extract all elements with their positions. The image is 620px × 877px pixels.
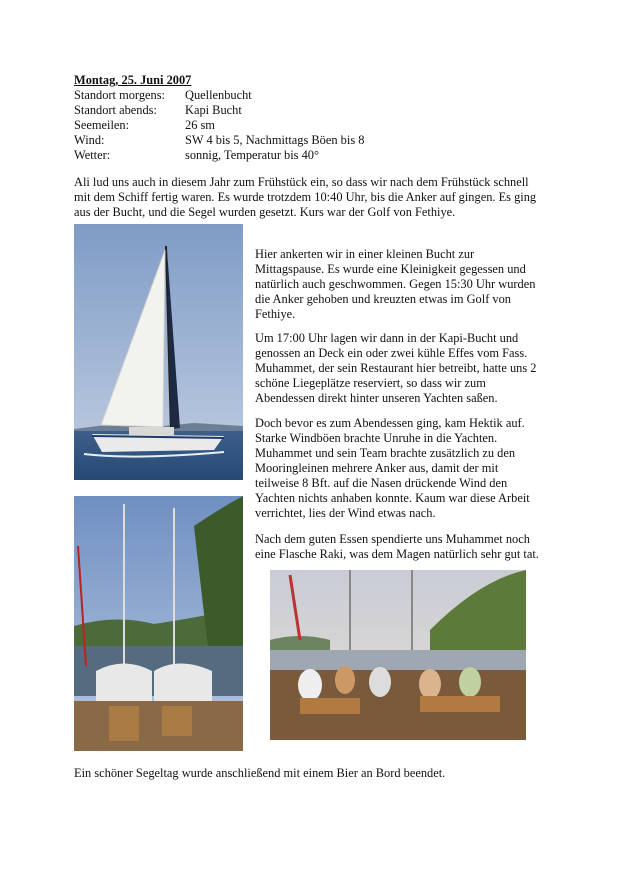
info-label-miles: Seemeilen:	[74, 118, 130, 132]
text-line: genossen an Deck ein oder zwei kühle Effes vom Fass.	[255, 346, 528, 360]
closing-sentence: Ein schöner Segeltag wurde anschließend mit einem Bier an Bord beendet.	[74, 766, 446, 780]
page-title: Montag, 25. Juni 2007	[74, 73, 192, 87]
photo-dinner-table	[270, 570, 526, 740]
paragraph-raki	[255, 532, 547, 562]
info-label-morning: Standort morgens:	[74, 88, 165, 102]
photo-sailing-yacht	[74, 224, 243, 480]
text-line: Starke Windböen brachte Unruhe in die Yachten.	[255, 431, 498, 445]
text-line: Doch bevor es zum Abendessen ging, kam Hektik auf.	[255, 416, 525, 430]
text-line: die Anker gehoben und kreuzten etwas im Golf von	[255, 292, 512, 306]
text-line: Hier ankerten wir in einer kleinen Bucht zur	[255, 247, 475, 261]
text-line: Mooringleinen mehrere Anker aus, damit der mit	[255, 461, 499, 475]
text-line: mit dem Schiff fertig waren. Es wurde trotzdem 10:40 Uhr, bis die Anker auf gingen. Es ging	[74, 190, 537, 204]
info-value-weather: sonnig, Temperatur bis 40°	[185, 148, 319, 162]
info-value-wind: SW 4 bis 5, Nachmittags Böen bis 8	[185, 133, 365, 147]
info-value-miles: 26 sm	[185, 118, 215, 132]
paragraph-wind	[255, 416, 547, 521]
info-label-evening: Standort abends:	[74, 103, 157, 117]
text-line: verrichtet, lies der Wind etwas nach.	[255, 506, 436, 520]
text-line: Abendessen direkt hinter unseren Yachten saßen.	[255, 391, 498, 405]
paragraph-kapi-bucht	[255, 331, 547, 406]
text-line: Mittagspause. Es wurde eine Kleinigkeit gegessen und	[255, 262, 526, 276]
text-line: Ali lud uns auch in diesem Jahr zum Frühstück ein, so dass wir nach dem Frühstück schnell	[74, 175, 529, 189]
info-label-wind: Wind:	[74, 133, 105, 147]
text-line: Muhammet, der sein Restaurant hier betreibt, hatte uns 2	[255, 361, 537, 375]
text-line: Yachten nichts anhaben konnte. Kaum war diese Arbeit	[255, 491, 530, 505]
text-line: Um 17:00 Uhr lagen wir dann in der Kapi-Bucht und	[255, 331, 519, 345]
paragraph-anchoring	[255, 247, 547, 322]
text-line: Muhammet und sein Team brachte zusätzlich zu den	[255, 446, 516, 460]
text-line: aus der Bucht, und die Segel wurden gesetzt. Kurs war der Golf von Fethiye.	[74, 205, 456, 219]
text-line: Fethiye.	[255, 307, 296, 321]
text-line: eine Flasche Raki, was dem Magen natürlich sehr gut tat.	[255, 547, 539, 561]
text-line: Nach dem guten Essen spendierte uns Muhammet noch	[255, 532, 530, 546]
info-value-evening: Kapi Bucht	[185, 103, 242, 117]
info-value-morning: Quellenbucht	[185, 88, 252, 102]
intro-paragraph	[74, 175, 550, 220]
text-line: teilweise 8 Bft. auf die Nasen drückende Wind den	[255, 476, 508, 490]
text-line: natürlich auch geschwommen. Gegen 15:30 Uhr wurden	[255, 277, 536, 291]
photo-moored-yachts	[74, 496, 243, 751]
text-line: schöne Liegeplätze reserviert, so dass wir zum	[255, 376, 486, 390]
info-label-weather: Wetter:	[74, 148, 111, 162]
